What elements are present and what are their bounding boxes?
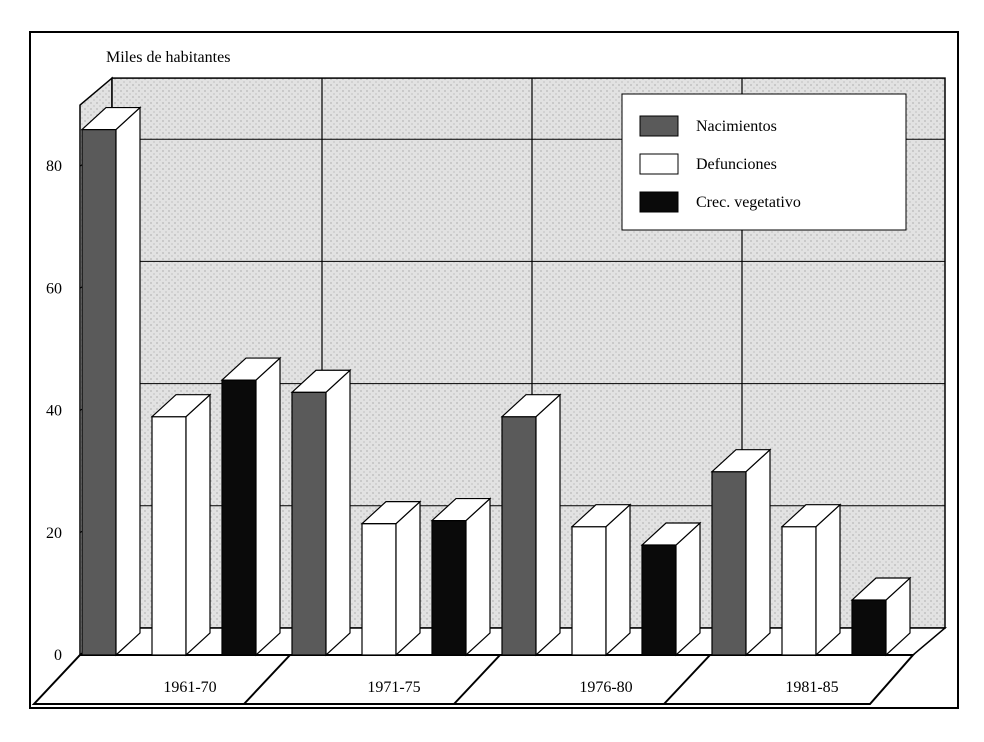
bar-front bbox=[152, 417, 186, 655]
y-tick-label: 80 bbox=[46, 158, 62, 176]
bar-front bbox=[642, 545, 676, 655]
y-tick-label: 0 bbox=[54, 647, 62, 664]
legend-label-defunciones: Defunciones bbox=[696, 156, 777, 173]
bar-crec-vegetativo-1976-80 bbox=[642, 523, 700, 655]
bar-side bbox=[466, 499, 490, 655]
category-label-1976-80: 1976-80 bbox=[579, 679, 633, 696]
y-axis-label: Miles de habitantes bbox=[106, 49, 231, 66]
bar-side bbox=[116, 108, 140, 655]
bar-front bbox=[292, 392, 326, 655]
bar-nacimientos-1971-75 bbox=[292, 370, 350, 655]
category-label-1981-85: 1981-85 bbox=[785, 679, 839, 696]
bar-front bbox=[572, 527, 606, 655]
bar-side bbox=[816, 505, 840, 655]
legend-swatch-defunciones bbox=[640, 154, 678, 174]
bar-nacimientos-1961-70 bbox=[82, 108, 140, 655]
category-label-1961-70: 1961-70 bbox=[163, 679, 217, 696]
bar-defunciones-1971-75 bbox=[362, 502, 420, 655]
legend bbox=[622, 94, 906, 230]
bar-defunciones-1981-85 bbox=[782, 505, 840, 655]
y-tick-label: 40 bbox=[46, 402, 62, 420]
bar-side bbox=[746, 450, 770, 655]
bar-nacimientos-1976-80 bbox=[502, 395, 560, 655]
bar-side bbox=[676, 523, 700, 655]
y-tick-label: 60 bbox=[46, 280, 62, 298]
bar-front bbox=[712, 472, 746, 655]
y-tick-label: 20 bbox=[46, 524, 62, 542]
bar-defunciones-1961-70 bbox=[152, 395, 210, 655]
legend-swatch-crec-vegetativo bbox=[640, 192, 678, 212]
legend-label-nacimientos: Nacimientos bbox=[696, 118, 777, 135]
bar-side bbox=[396, 502, 420, 655]
bar-front bbox=[852, 600, 886, 655]
bar-front bbox=[222, 380, 256, 655]
bar-defunciones-1976-80 bbox=[572, 505, 630, 655]
legend-swatch-nacimientos bbox=[640, 116, 678, 136]
bar-side bbox=[606, 505, 630, 655]
bar-nacimientos-1981-85 bbox=[712, 450, 770, 655]
bar-front bbox=[362, 524, 396, 655]
bar-crec-vegetativo-1961-70 bbox=[222, 358, 280, 655]
bar-front bbox=[502, 417, 536, 655]
category-label-1971-75: 1971-75 bbox=[367, 679, 421, 696]
bar-side bbox=[186, 395, 210, 655]
bar-front bbox=[782, 527, 816, 655]
bar-side bbox=[536, 395, 560, 655]
bar-front bbox=[82, 130, 116, 655]
bar-crec-vegetativo-1971-75 bbox=[432, 499, 490, 655]
bar-side bbox=[326, 370, 350, 655]
bar-front bbox=[432, 521, 466, 655]
bar-side bbox=[256, 358, 280, 655]
legend-label-crec-vegetativo: Crec. vegetativo bbox=[696, 194, 801, 211]
